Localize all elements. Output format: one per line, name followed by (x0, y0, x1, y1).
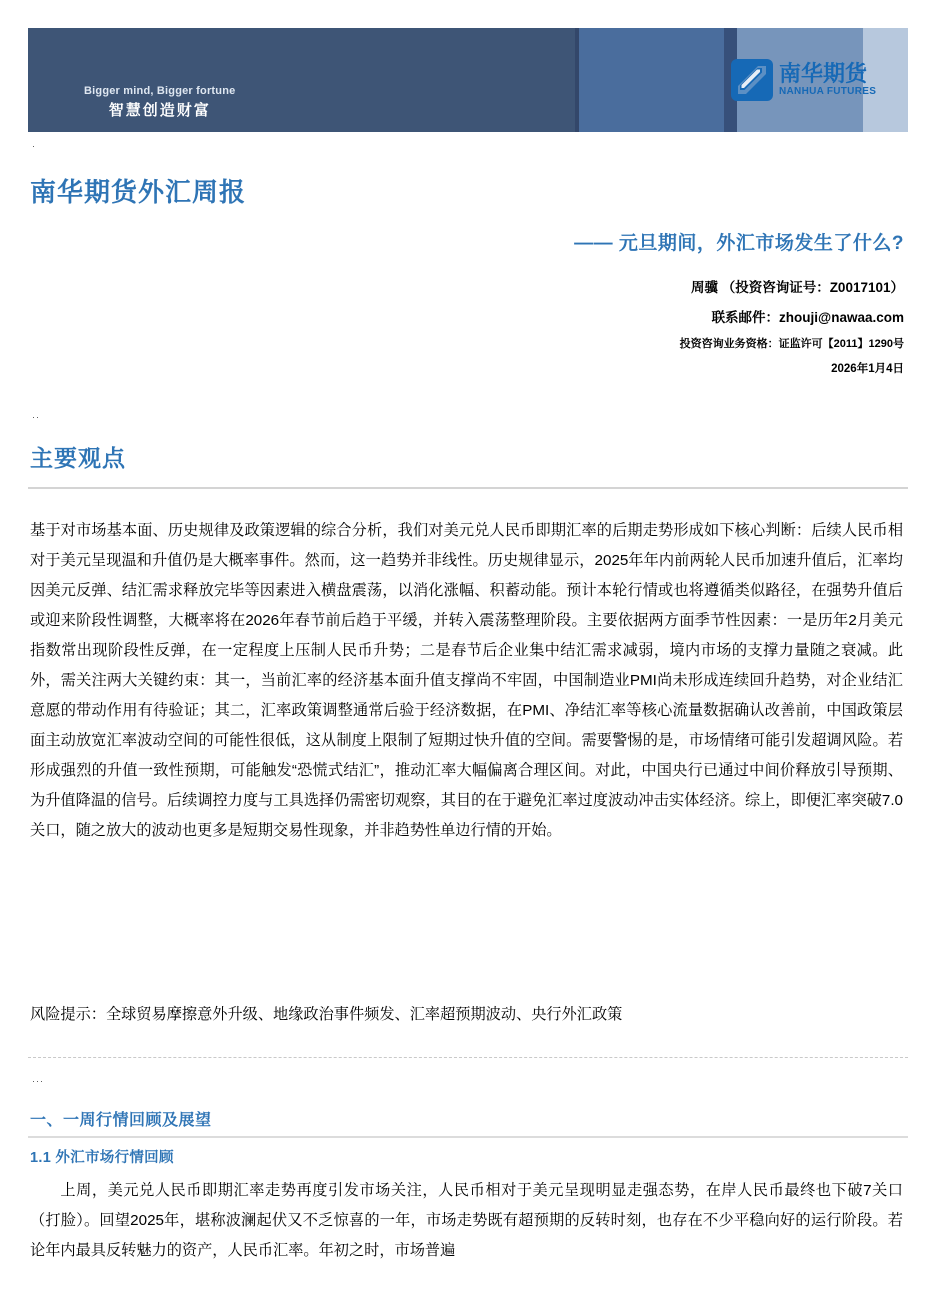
report-date: 2026年1月4日 (831, 363, 904, 375)
author-info-block (680, 276, 904, 376)
main-points-paragraph: 基于对市场基本面、历史规律及政策逻辑的综合分析，我们对美元兑人民币即期汇率的后期走势形成如下核心判断：后续人民币相对于美元呈现温和升值仍是大概率事件。然而，这一趋势并非线性。历史规律显示，2025年年内前两轮人民币加速升值后，汇率均因美元反弹、结汇需求释放完毕等因素进入横盘震荡，以消化涨幅、积蓄动能。预计本轮行情或也将遵循类似路径，在强势升值后或迎来阶段性调整，大概率将在2026年春节前后趋于平缓，并转入震荡整理阶段。主要依据两方面季节性因素：一是历年2月美元指数常出现阶段性反弹，在一定程度上压制人民币升势；二是春节后企业集中结汇需求减弱，境内市场的支撑力量随之衰减。此外，需关注两大关键约束：其一，当前汇率的经济基本面升值支撑尚不牢固，中国制造业PMI尚未形成连续回升趋势，对企业结汇意愿的带动作用有待验证；其二，汇率政策调整通常后验于经济数据，在PMI、净结汇率等核心流量数据确认改善前，中国政策层面主动放宽汇率波动空间的可能性很低，这从制度上限制了短期过快升值的空间。需要警惕的是，市场情绪可能引发超调风险。若形成强烈的升值一致性预期，可能触发“恐慌式结汇”，推动汇率大幅偏离合理区间。对此，中国央行已通过中间价释放引导预期、为升值降温的信号。后续调控力度与工具选择仍需密切观察，其目的在于避免汇率过度波动冲击实体经济。综上，即便汇率突破7.0关口，随之放大的波动也更多是短期交易性现象，并非趋势性单边行情的开始。 (30, 522, 903, 839)
page-artifact-dot-3: ··· (32, 1076, 44, 1086)
tagline-english: Bigger mind, Bigger fortune (84, 85, 236, 97)
page-artifact-dot-2: ·· (32, 412, 40, 422)
author-email: 联系邮件：zhouji@nawaa.com (711, 310, 904, 325)
section-one-subheading: 1.1 外汇市场行情回顾 (30, 1150, 174, 1166)
company-tagline (84, 84, 235, 121)
author-qualification: 投资咨询业务资格：证监许可【2011】1290号 (679, 338, 904, 350)
section-one-paragraph: 上周，美元兑人民币即期汇率走势再度引发市场关注，人民币相对于美元呈现明显走强态势，在岸人民币最终也下破7关口（打脸）。回望2025年，堪称波澜起伏又不乏惊喜的一年，市场走势既有超预期的反转时刻，也存在不少平稳向好的运行阶段。若论年内最具反转魅力的资产，人民币汇率。年初之时，市场普遍 (30, 1182, 903, 1259)
main-points-heading: 主要观点 (30, 445, 126, 471)
risk-warning-text: 风险提示：全球贸易摩擦意外升级、地缘政治事件频发、汇率超预期波动、央行外汇政策 (30, 1006, 623, 1023)
author-name-license: 周骥 （投资咨询证号：Z0017101） (690, 280, 904, 295)
main-points-divider (28, 487, 908, 489)
logo-text (779, 63, 876, 97)
page-title: 南华期货外汇周报 (30, 177, 247, 207)
page-artifact-dot-1: · (32, 141, 36, 151)
section-one-divider (28, 1136, 908, 1138)
tagline-chinese: 智慧创造财富 (108, 101, 211, 119)
page-subtitle: —— 元旦期间，外汇市场发生了什么? (574, 233, 904, 254)
section-one-heading: 一、一周行情回顾及展望 (30, 1112, 212, 1129)
nanhua-logo-icon (731, 59, 773, 101)
logo-name-chinese: 南华期货 (779, 61, 868, 86)
section-dotted-divider (28, 1057, 908, 1058)
banner-band-mid (579, 28, 724, 132)
logo-name-english: NANHUA FUTURES (779, 86, 877, 97)
company-logo (731, 59, 876, 101)
